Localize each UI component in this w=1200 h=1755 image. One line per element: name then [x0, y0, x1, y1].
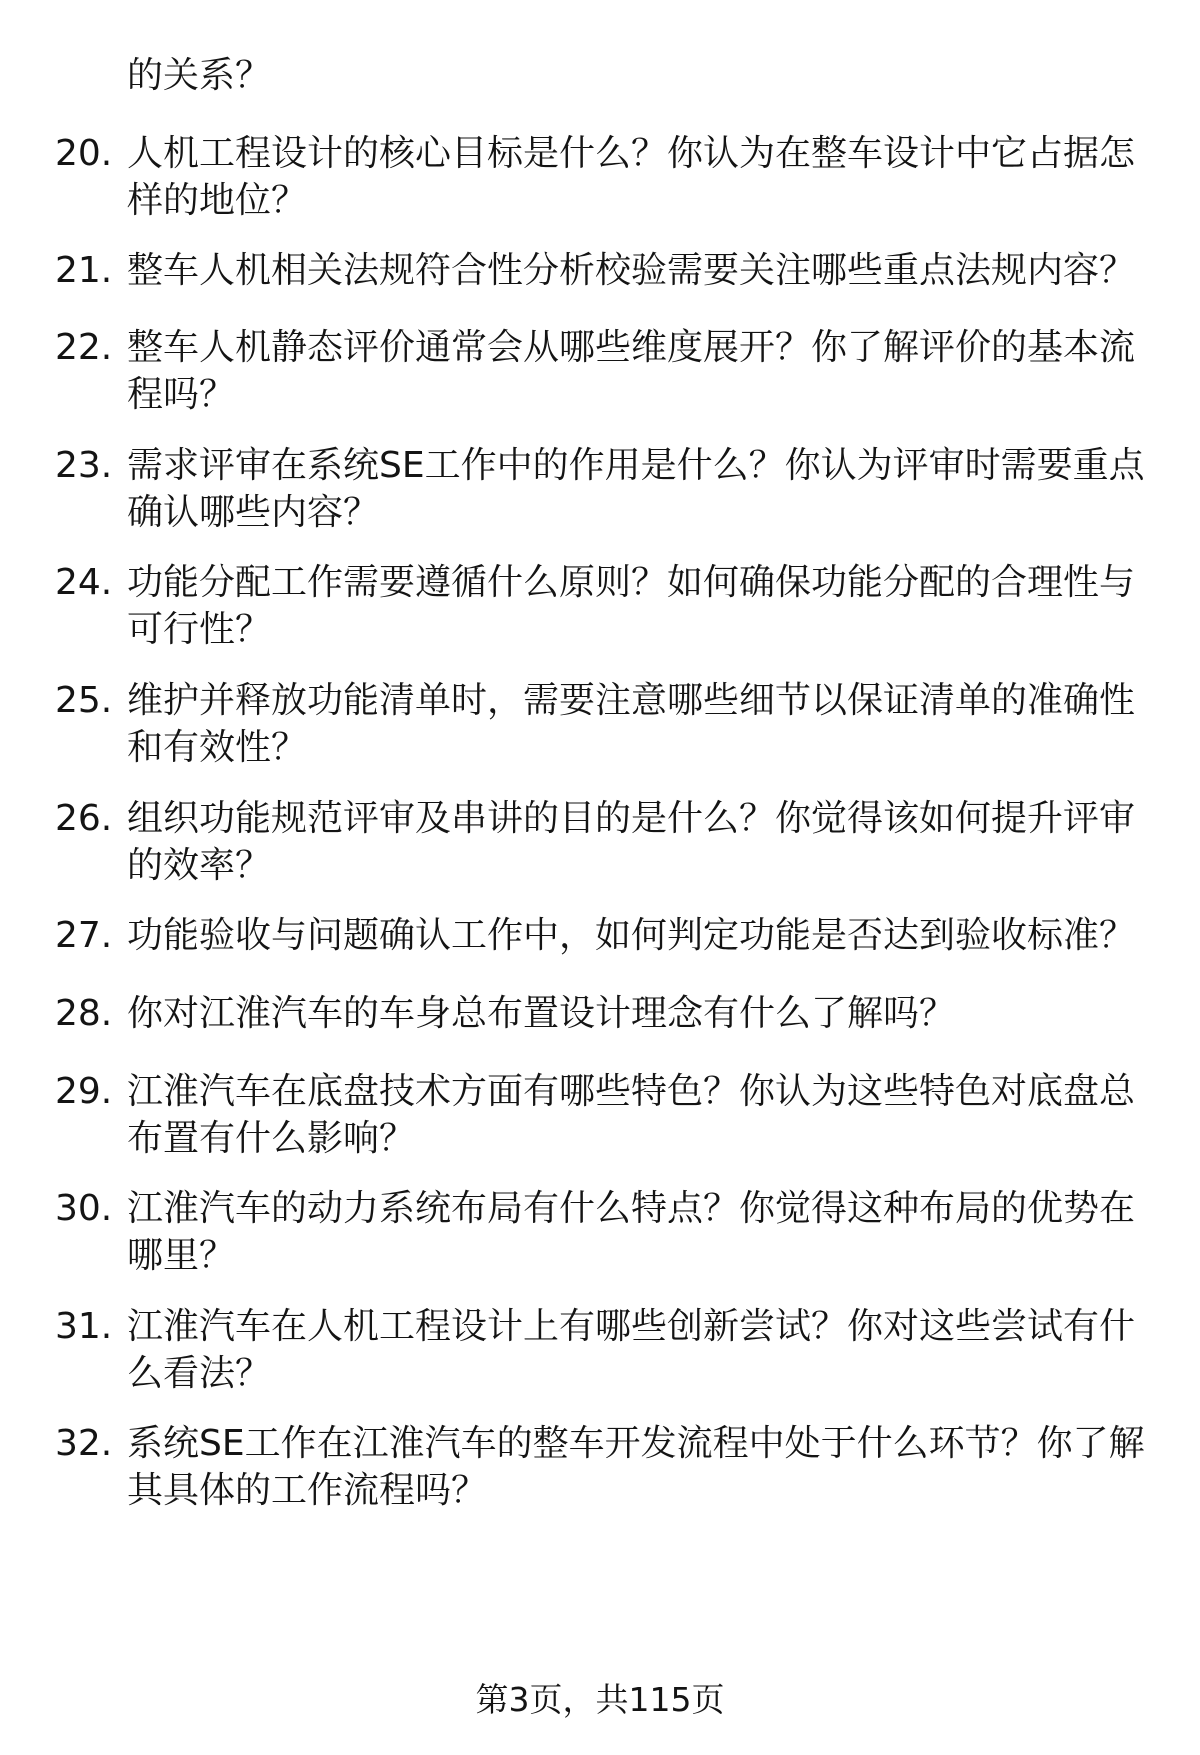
- item-text: 你对江淮汽车的车身总布置设计理念有什么了解吗？: [127, 993, 956, 1034]
- item-number: 24.: [55, 562, 113, 603]
- item-number: 25.: [55, 680, 113, 721]
- item-text: 整车人机静态评价通常会从哪些维度展开？你了解评价的基本流 程吗？: [127, 327, 1136, 415]
- item-number: 27.: [55, 915, 113, 956]
- item-text: 功能分配工作需要遵循什么原则？如何确保功能分配的合理性与 可行性？: [127, 562, 1136, 650]
- item-text: 人机工程设计的核心目标是什么？你认为在整车设计中它占据怎 样的地位？: [127, 133, 1136, 221]
- item-number: 20.: [55, 133, 113, 174]
- item-text: 系统SE工作在江淮汽车的整车开发流程中处于什么环节？你了解 其具体的工作流程吗？: [127, 1423, 1145, 1511]
- item-number: 21.: [55, 250, 113, 291]
- item-text: 组织功能规范评审及串讲的目的是什么？你觉得该如何提升评审 的效率？: [127, 798, 1136, 886]
- page-footer: 第3页，共115页: [475, 1680, 725, 1719]
- item-number: 23.: [55, 445, 113, 486]
- item-number: 31.: [55, 1306, 113, 1347]
- item-number: 22.: [55, 327, 113, 368]
- item-number: 32.: [55, 1423, 113, 1464]
- item-text: 维护并释放功能清单时，需要注意哪些细节以保证清单的准确性 和有效性？: [127, 680, 1136, 768]
- item-text: 江淮汽车在人机工程设计上有哪些创新尝试？你对这些尝试有什 么看法？: [127, 1306, 1136, 1394]
- item-number: 29.: [55, 1071, 113, 1112]
- item-number: 28.: [55, 993, 113, 1034]
- item-text: 江淮汽车的动力系统布局有什么特点？你觉得这种布局的优势在 哪里？: [127, 1188, 1136, 1276]
- item-text: 功能验收与问题确认工作中，如何判定功能是否达到验收标准？: [127, 915, 1136, 956]
- item-text: 需求评审在系统SE工作中的作用是什么？你认为评审时需要重点 确认哪些内容？: [127, 445, 1145, 533]
- item-number: 30.: [55, 1188, 113, 1229]
- item-number: 26.: [55, 798, 113, 839]
- item-text: 整车人机相关法规符合性分析校验需要关注哪些重点法规内容？: [127, 250, 1136, 291]
- item-text: 的关系？: [127, 55, 272, 96]
- item-text: 江淮汽车在底盘技术方面有哪些特色？你认为这些特色对底盘总 布置有什么影响？: [127, 1071, 1136, 1159]
